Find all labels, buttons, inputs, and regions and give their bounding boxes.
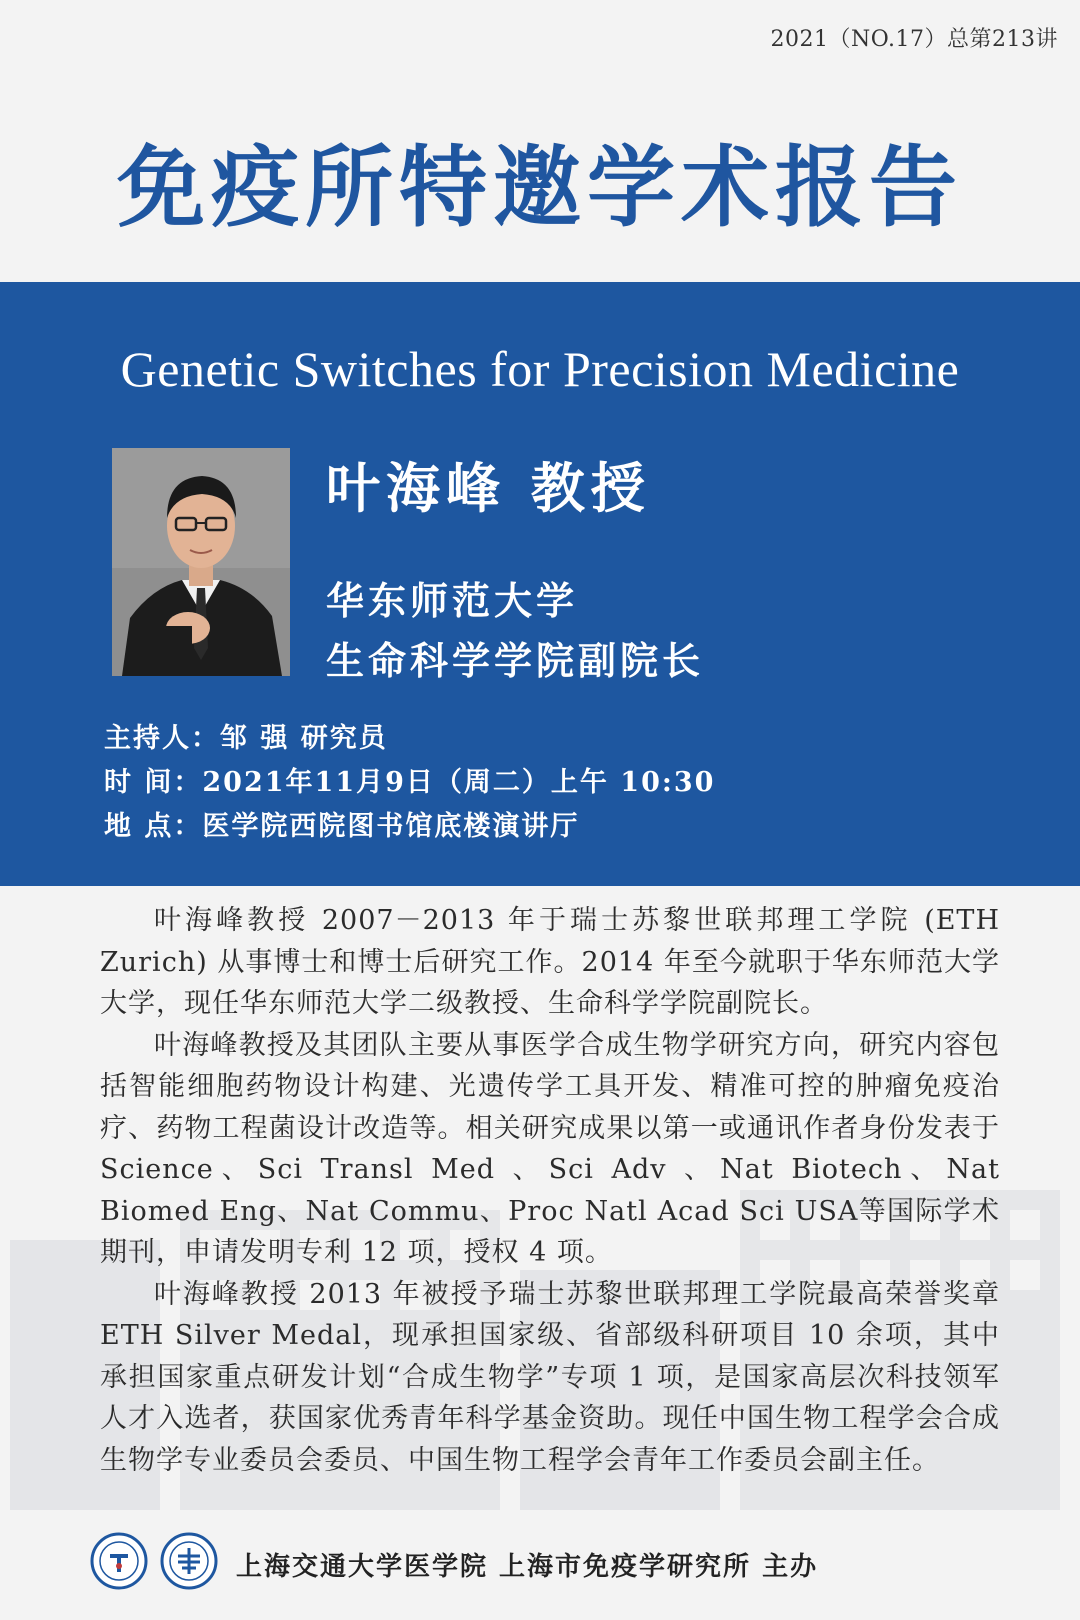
speaker-affiliation-university: 华东师范大学: [326, 578, 579, 623]
host-line: 主持人：邹 强 研究员: [104, 723, 388, 754]
footer: [88, 1532, 1028, 1602]
speaker-name: 叶海峰 教授: [326, 456, 651, 520]
series-label: 2021（NO.17）总第213讲: [770, 27, 1058, 52]
talk-banner: [0, 282, 1080, 886]
immunology-institute-seal-icon: [160, 1532, 218, 1590]
speaker-photo: [112, 448, 290, 676]
bio-paragraph-education: 叶海峰教授 2007－2013 年于瑞士苏黎世联邦理工学院 (ETH Zurich) 从事博士和博士后研究工作。2014 年至今就职于华东师范大学大学，现任华东师范大学二级教授、生命科学学院副院长。: [100, 905, 1000, 1019]
bio-paragraph-research: 叶海峰教授及其团队主要从事医学合成生物学研究方向，研究内容包括智能细胞药物设计构建、光遗传学工具开发、精准可控的肿瘤免疫治疗、药物工程菌设计改造等。相关研究成果以第一或通讯作者身份发表于Science、Sci Transl Med 、Sci Adv 、Nat Biotech、Nat Biomed Eng、Nat Commu、Proc Natl Acad Sci USA等国际学术期刊，申请发明专利 12 项，授权 4 项。: [100, 1029, 1000, 1268]
speaker-bio: [100, 900, 1000, 1481]
time-line: 时 间：2021年11月9日（周二）上午 10:30: [104, 767, 716, 798]
sjtu-medicine-seal-icon: [90, 1532, 148, 1590]
speaker-affiliation-position: 生命科学学院副院长: [326, 638, 705, 683]
bio-paragraph-honors: 叶海峰教授 2013 年被授予瑞士苏黎世联邦理工学院最高荣誉奖章 ETH Silver Medal，现承担国家级、省部级科研项目 10 余项，其中承担国家重点研发计划“合成生物学”专项 1 项，是国家高层次科技领军人才入选者，获国家优秀青年科学基金资助。现任中国生物工程学会合成生物学专业委员会委员、中国生物工程学会青年工作委员会副主任。: [100, 1278, 1000, 1476]
place-line: 地 点：医学院西院图书馆底楼演讲厅: [104, 811, 580, 842]
talk-title: Genetic Switches for Precision Medicine: [120, 341, 960, 397]
organizers: 上海交通大学医学院 上海市免疫学研究所 主办: [236, 1552, 819, 1582]
page-title: 免疫所特邀学术报告: [116, 135, 963, 239]
